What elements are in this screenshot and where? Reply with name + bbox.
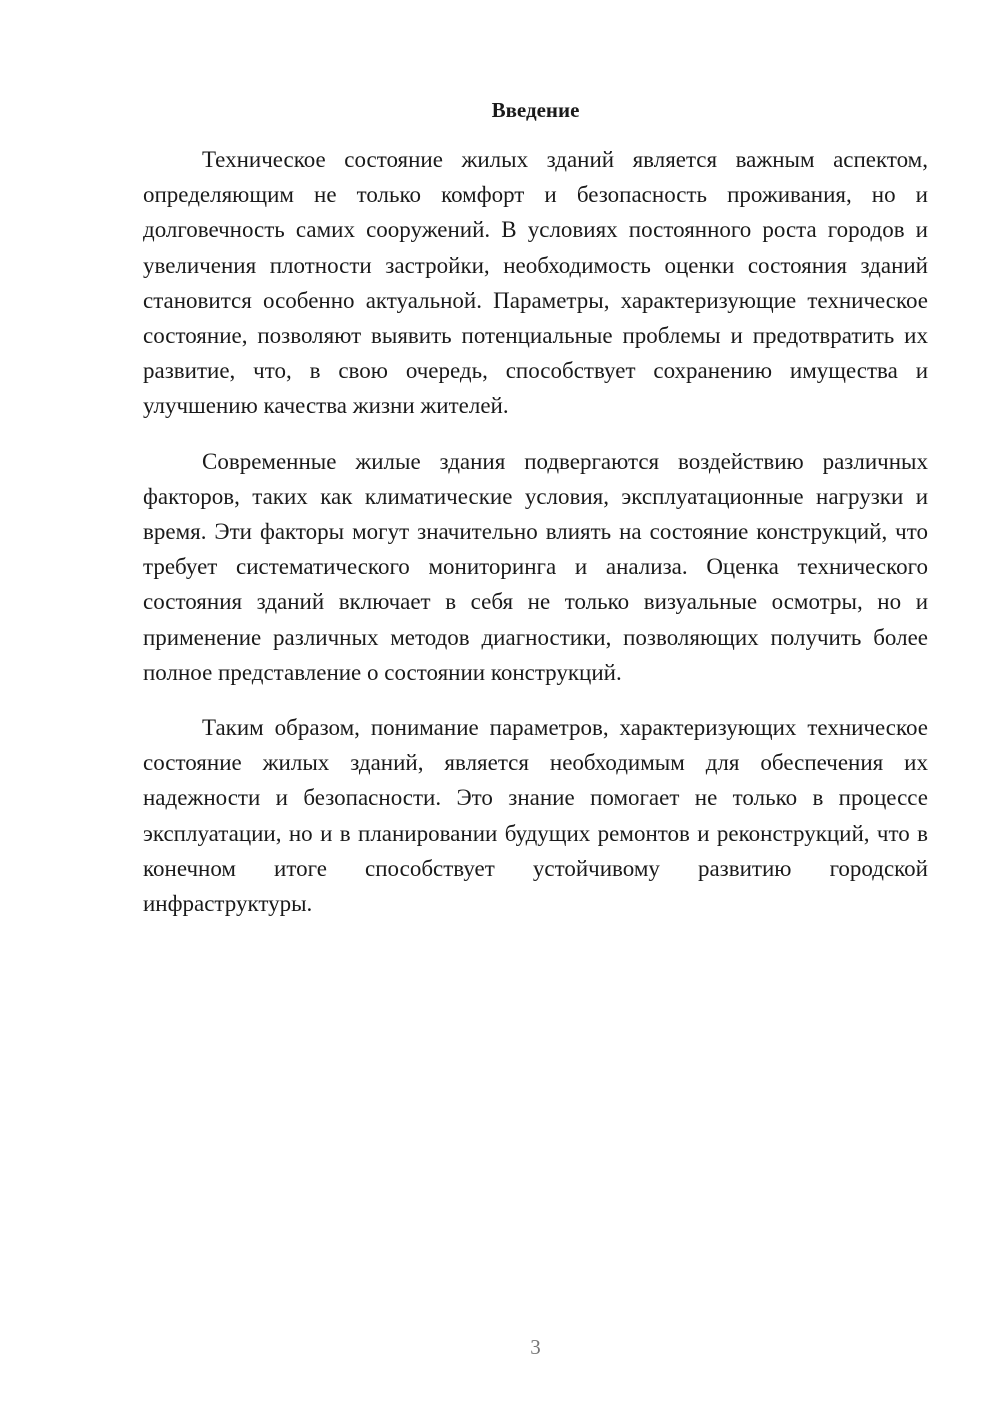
paragraph-3: Таким образом, понимание параметров, характеризующих техническое состояние жилых зданий, является необходимым для обеспечения их надежности и безопасности. Это знание помогает не только в процессе эксплуатации, но и в планировании будущих ремонтов и реконструкций, что в конечном итоге способствует устойчивому развитию городской инфраструктуры.	[143, 715, 928, 917]
paragraph-2: Современные жилые здания подвергаются воздействию различных факторов, таких как климатические условия, эксплуатационные нагрузки и время. Эти факторы могут значительно влиять на состояние конструкций, что требует систематического мониторинга и анализа. Оценка технического состояния зданий включает в себя не только визуальные осмотры, но и применение различных методов диагностики, позволяющих получить более полное представление о состоянии конструкций.	[143, 448, 928, 685]
page-number: 3	[530, 1335, 541, 1359]
paragraph-1: Техническое состояние жилых зданий является важным аспектом, определяющим не только комфорт и безопасность проживания, но и долговечность самих сооружений. В условиях постоянного роста городов и увеличения плотности застройки, необходимость оценки состояния зданий становится особенно актуальной. Параметры, характеризующие техническое состояние, позволяют выявить потенциальные проблемы и предотвратить их развитие, что, в свою очередь, способствует сохранению имущества и улучшению качества жизни жителей.	[143, 147, 928, 419]
section-title: Введение	[491, 98, 580, 122]
body-text	[143, 142, 928, 941]
